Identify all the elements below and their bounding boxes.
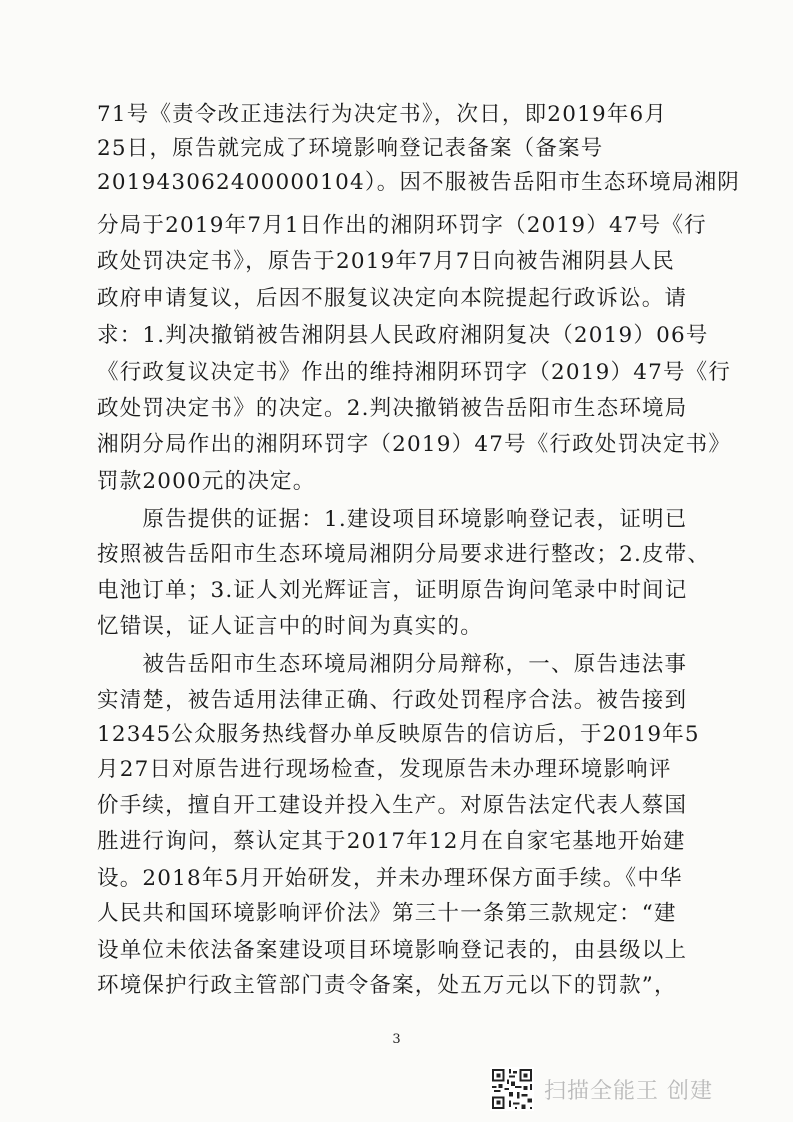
text-line: 被告岳阳市生态环境局湘阴分局辩称，一、原告违法事: [97, 652, 688, 677]
scanner-watermark: [490, 1067, 713, 1111]
text-line: 政处罚决定书》的决定。2.判决撤销被告岳阳市生态环境局: [97, 396, 688, 421]
watermark-text: 扫描全能王 创建: [544, 1078, 713, 1104]
text-line: 按照被告岳阳市生态环境局湘阴分局要求进行整改；2.皮带、: [97, 542, 711, 567]
text-line: 实清楚，被告适用法律正确、行政处罚程序合法。被告接到: [97, 688, 688, 713]
text-line: 政府申请复议，后因不服复议决定向本院提起行政诉讼。请: [97, 286, 688, 311]
text-line: 25日，原告就完成了环境影响登记表备案（备案号: [97, 136, 604, 161]
page-number: 3: [392, 1032, 401, 1047]
text-line: 设单位未依法备案建设项目环境影响登记表的，由县级以上: [97, 938, 688, 963]
text-line: 环境保护行政主管部门责令备案，处五万元以下的罚款”，: [97, 973, 677, 998]
text-line: 设。2018年5月开始研发，并未办理环保方面手续。《中华: [97, 866, 683, 891]
text-line: 12345公众服务热线督办单反映原告的信访后，于2019年5: [97, 722, 700, 747]
text-line: 201943062400000104）。因不服被告岳阳市生态环境局湘阴: [97, 170, 740, 195]
text-line: 价手续，擅自开工建设并投入生产。对原告法定代表人蔡国: [97, 793, 688, 818]
text-line: 月27日对原告进行现场检查，发现原告未办理环境影响评: [97, 757, 672, 782]
text-line: 求：1.判决撤销被告湘阴县人民政府湘阴复决（2019）06号: [97, 323, 709, 348]
text-line: 《行政复议决定书》作出的维持湘阴环罚字（2019）47号《行: [97, 360, 732, 385]
text-line: 71号《责令改正违法行为决定书》，次日，即2019年6月: [97, 102, 668, 127]
text-line: 罚款2000元的决定。: [97, 469, 316, 494]
text-line: 原告提供的证据：1.建设项目环境影响登记表，证明已: [97, 507, 688, 532]
text-line: 分局于2019年7月1日作出的湘阴环罚字（2019）47号《行: [97, 213, 707, 238]
text-line: 湘阴分局作出的湘阴环罚字（2019）47号《行政处罚决定书》: [97, 432, 732, 457]
text-line: 忆错误，证人证言中的时间为真实的。: [97, 614, 483, 639]
text-line: 电池订单；3.证人刘光辉证言，证明原告询问笔录中时间记: [97, 578, 688, 603]
text-line: 政处罚决定书》，原告于2019年7月7日向被告湘阴县人民: [97, 249, 675, 274]
qr-code-icon: [490, 1067, 534, 1111]
text-line: 人民共和国环境影响评价法》第三十一条第三款规定：“建: [97, 901, 677, 926]
text-line: 胜进行询问，蔡认定其于2017年12月在自家宅基地开始建: [97, 829, 686, 854]
